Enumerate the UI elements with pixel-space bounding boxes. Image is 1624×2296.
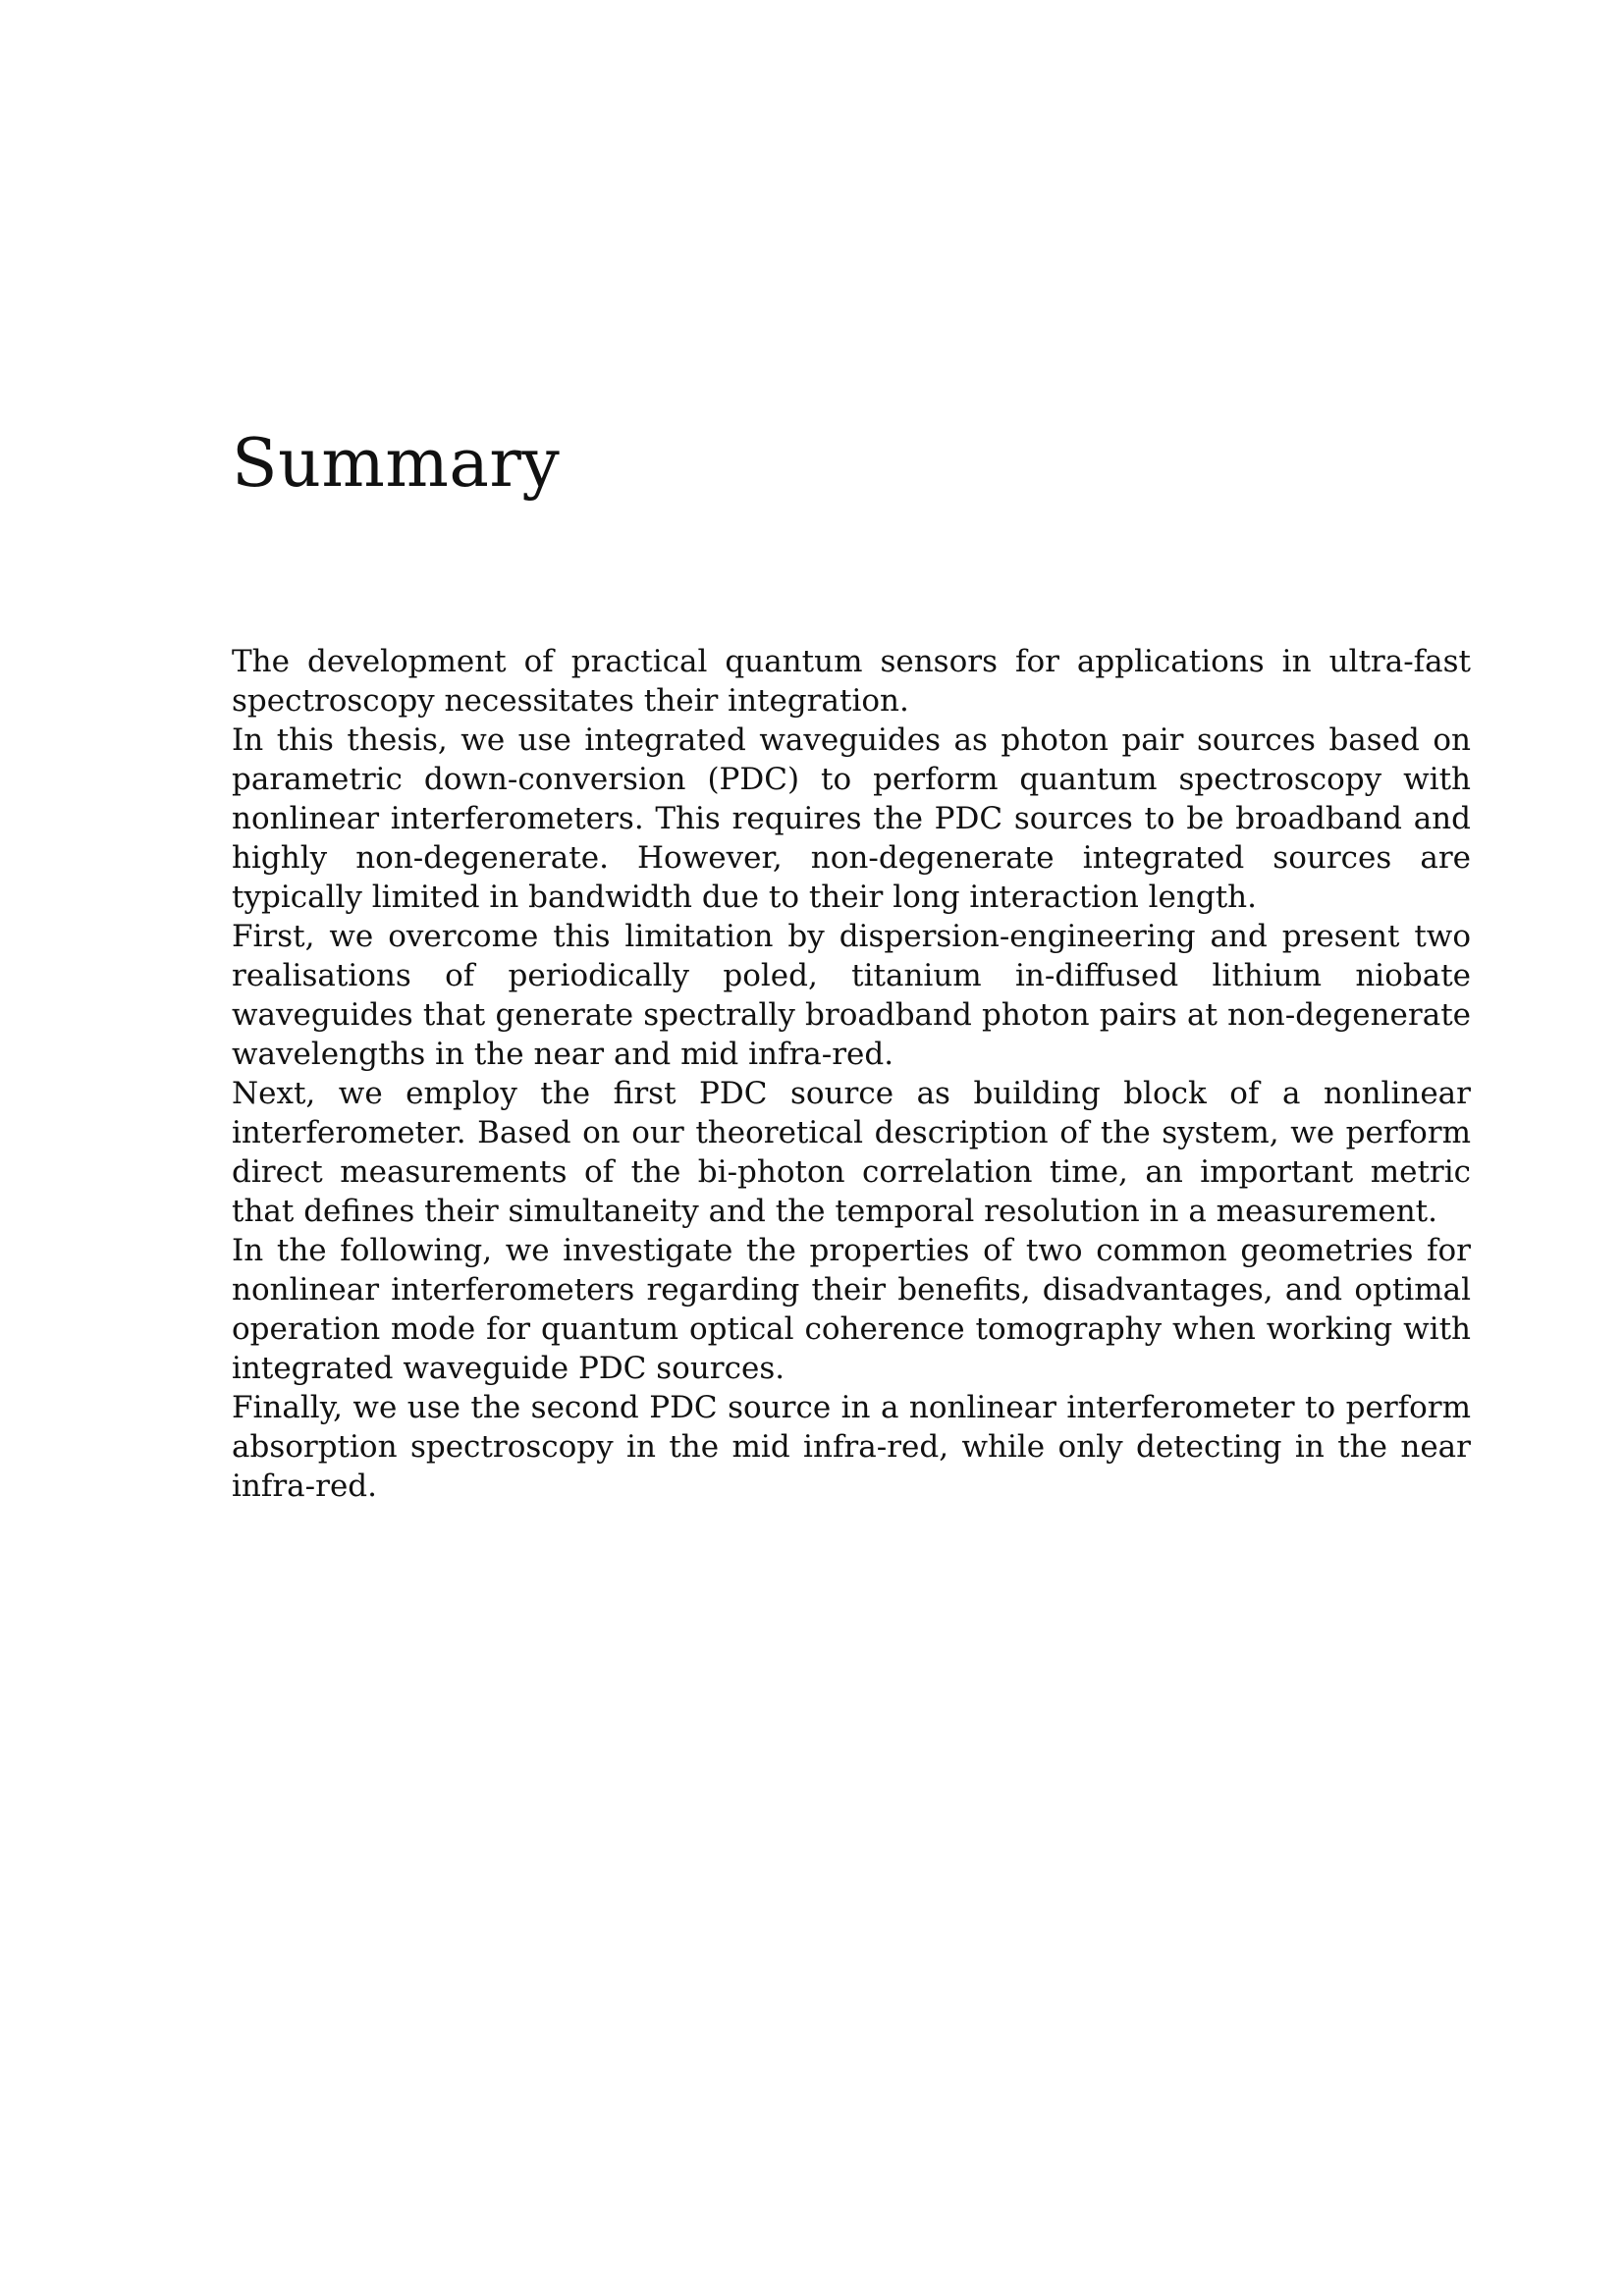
- summary-body: [232, 642, 1471, 1506]
- page-title: Summary: [232, 425, 561, 503]
- paragraph: In this thesis, we use integrated waveguides as photon pair sources based on parametric down-conversion (PDC) to perform quantum spectroscopy with nonlinear interferometers. This requires the PDC sources to be broadband and highly non-degenerate. However, non-degenerate integrated sources are typically limited in bandwidth due to their long interaction length.: [232, 722, 1471, 915]
- paragraph: In the following, we investigate the properties of two common geometries for nonlinear interferometers regarding their benefits, disadvantages, and optimal operation mode for quantum optical coherence tomography when working with integrated waveguide PDC sources.: [232, 1233, 1471, 1386]
- paragraph: Finally, we use the second PDC source in a nonlinear interferometer to perform absorption spectroscopy in the mid infra-red, while only detecting in the near infra-red.: [232, 1390, 1471, 1504]
- paragraph: Next, we employ the first PDC source as building block of a nonlinear interferometer. Based on our theoretical description of the system, we perform direct measurements of the bi-photon correlation time, an important metric that defines their simultaneity and the temporal resolution in a measurement.: [232, 1076, 1471, 1229]
- paragraph: The development of practical quantum sensors for applications in ultra-fast spectroscopy necessitates their integration.: [232, 644, 1471, 719]
- paragraph: First, we overcome this limitation by dispersion-engineering and present two realisations of periodically poled, titanium in-diffused lithium niobate waveguides that generate spectrally broadband photon pairs at non-degenerate wavelengths in the near and mid infra-red.: [232, 919, 1471, 1072]
